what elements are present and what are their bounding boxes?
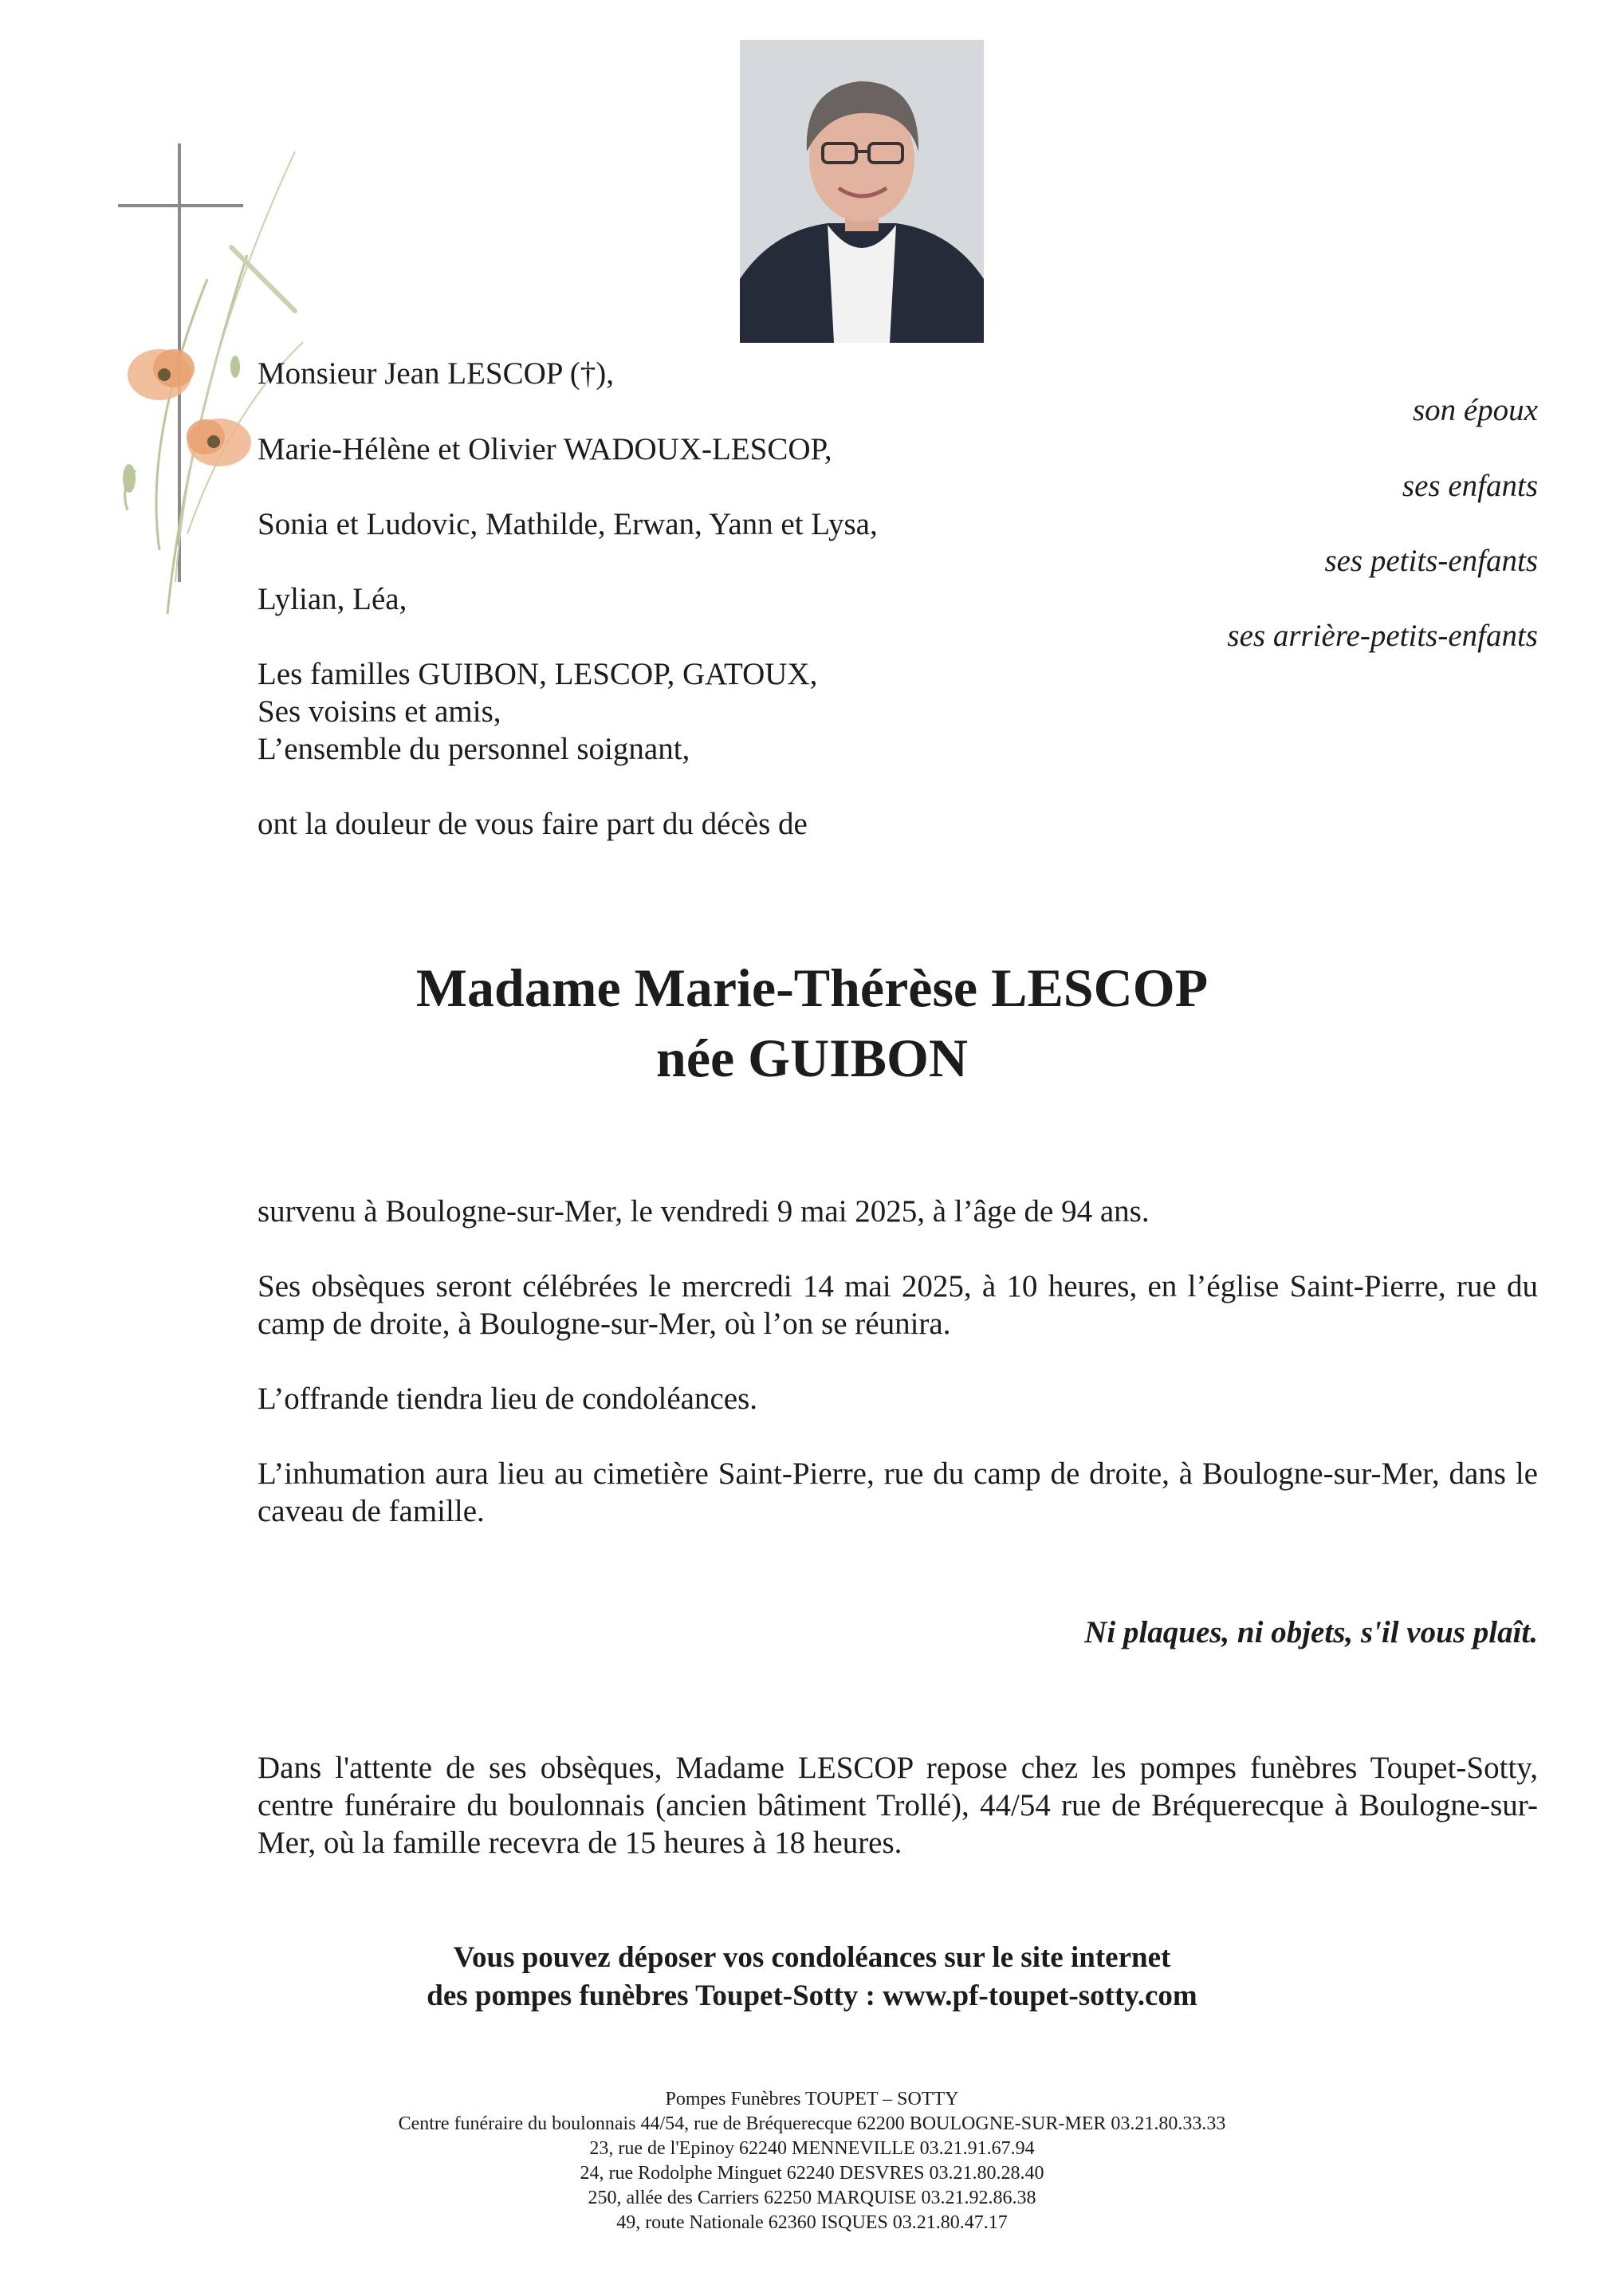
funeral-paragraph: Ses obsèques seront célébrées le mercredi 14 mai 2025, à 10 heures, en l’église Saint-Pierre, rue du camp de droite, à Boulogne-sur-Mer, où l’on se réunira.: [258, 1269, 1538, 1341]
family-husband: Monsieur Jean LESCOP (†),: [258, 356, 615, 391]
deceased-name: Madame Marie-Thérèse LESCOP: [415, 957, 1209, 1018]
burial-paragraph: L’inhumation aura lieu au cimetière Saint-Pierre, rue du camp de droite, à Boulogne-sur-Mer, dans le caveau de famille.: [258, 1457, 1538, 1528]
relation-grandchildren: ses petits-enfants: [1324, 544, 1538, 578]
footer-address-menneville: 23, rue de l'Epinoy 62240 MENNEVILLE 03.21.91.67.94: [589, 2138, 1035, 2159]
condolences-line-2: des pompes funèbres Toupet-Sotty : www.pf-toupet-sotty.com: [427, 1980, 1197, 2012]
deceased-maiden-name: née GUIBON: [656, 1028, 968, 1088]
footer-address-desvres: 24, rue Rodolphe Minguet 62240 DESVRES 03.21.80.28.40: [580, 2163, 1044, 2184]
footer-address-marquise: 250, allée des Carriers 62250 MARQUISE 03.21.92.86.38: [588, 2188, 1036, 2208]
family-great-grandchildren: Lylian, Léa,: [258, 582, 407, 616]
announcement-line: ont la douleur de vous faire part du décès de: [258, 807, 808, 841]
portrait-photo: [740, 40, 984, 343]
footer-address-isques: 49, route Nationale 62360 ISQUES 03.21.80.47.17: [616, 2212, 1008, 2233]
offering-paragraph: L’offrande tiendra lieu de condoléances.: [258, 1382, 757, 1416]
condolences-line-1: Vous pouvez déposer vos condoléances sur le site internet: [453, 1941, 1171, 1974]
death-paragraph: survenu à Boulogne-sur-Mer, le vendredi 9 mai 2025, à l’âge de 94 ans.: [258, 1194, 1150, 1229]
resting-paragraph: Dans l'attente de ses obsèques, Madame LESCOP repose chez les pompes funèbres Toupet-Sotty, centre funéraire du boulonnais (ancien bâtiment Trollé), 44/54 rue de Bréquerecque à Boulogne-sur-Mer, où la famille recevra de 15 heures à 18 heures.: [258, 1751, 1538, 1860]
mourners-staff: L’ensemble du personnel soignant,: [258, 732, 690, 766]
relation-children: ses enfants: [1402, 469, 1538, 503]
footer-address-boulogne: Centre funéraire du boulonnais 44/54, rue de Bréquerecque 62200 BOULOGNE-SUR-MER 03.21.80.33.33: [398, 2113, 1226, 2134]
footer-company: Pompes Funèbres TOUPET – SOTTY: [665, 2089, 959, 2109]
family-grandchildren: Sonia et Ludovic, Mathilde, Erwan, Yann et Lysa,: [258, 507, 878, 541]
relation-husband: son époux: [1412, 393, 1538, 427]
family-children: Marie-Hélène et Olivier WADOUX-LESCOP,: [258, 432, 832, 466]
no-flowers-note: Ni plaques, ni objets, s'il vous plaît.: [1084, 1615, 1538, 1649]
mourners-families: Les familles GUIBON, LESCOP, GATOUX,: [258, 657, 818, 691]
relation-great-grandchildren: ses arrière-petits-enfants: [1227, 619, 1538, 653]
mourners-neighbours: Ses voisins et amis,: [258, 694, 501, 729]
